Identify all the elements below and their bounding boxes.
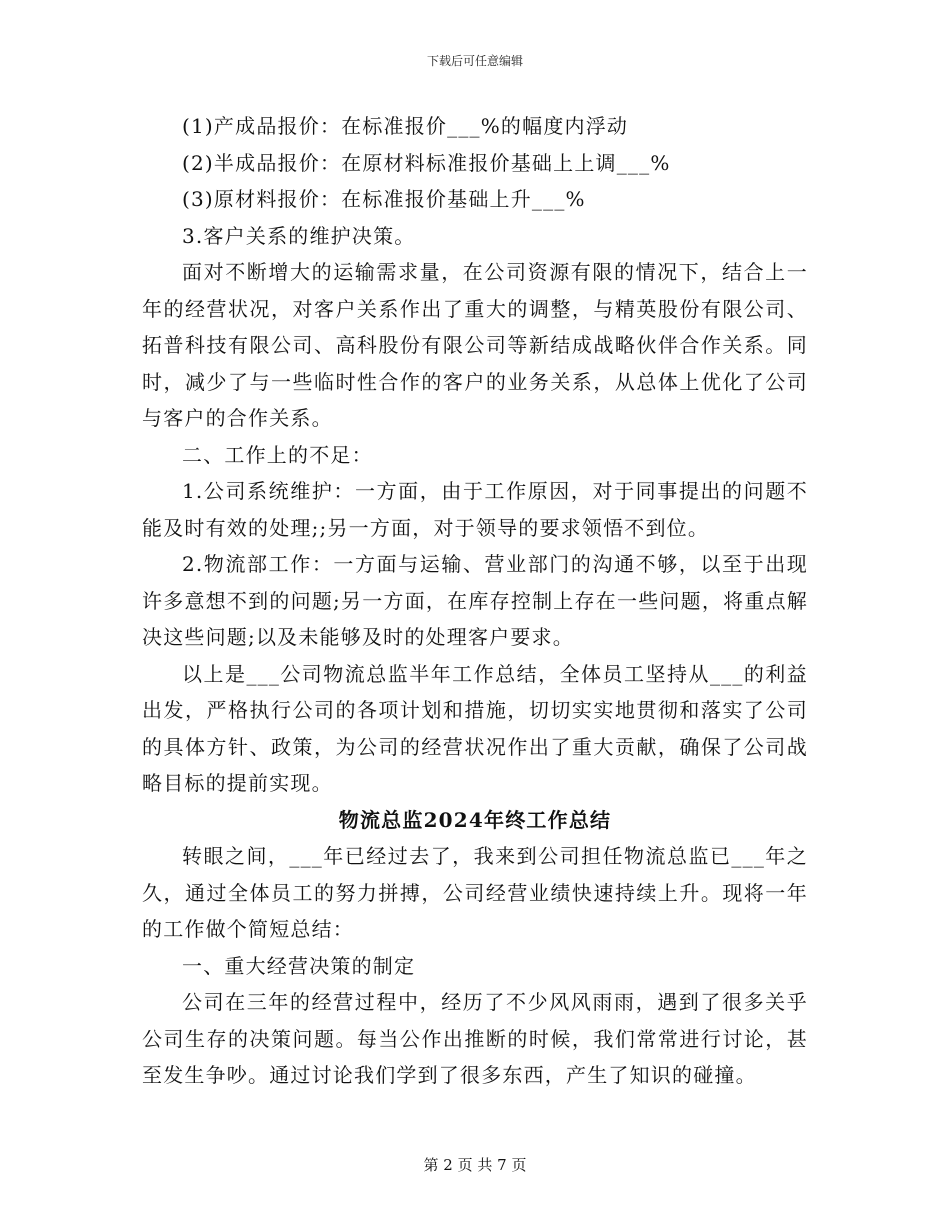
page-number: 第 2 页 共 7 页: [423, 1156, 527, 1174]
paragraph: 转眼之间，___年已经过去了，我来到公司担任物流总监已___年之久，通过全体员工的努力拼搏，公司经营业绩快速持续上升。现将一年的工作做个简短总结：: [142, 844, 808, 941]
download-note: 下载后可任意编辑: [426, 54, 523, 68]
paragraph: 一、重大经营决策的制定: [182, 953, 416, 978]
document-body: [142, 108, 808, 1094]
paragraph: 二、工作上的不足：: [182, 442, 373, 467]
paragraph: 3.客户关系的维护决策。: [182, 223, 416, 248]
paragraph: 以上是___公司物流总监半年工作总结，全体员工坚持从___的利益出发，严格执行公司的各项计划和措施，切切实实地贯彻和落实了公司的具体方针、政策，为公司的经营状况作出了重大贡献，确保了公司战略目标的提前实现。: [142, 661, 808, 795]
paragraph: 1.公司系统维护：一方面，由于工作原因，对于同事提出的问题不能及时有效的处理;;另一方面，对于领导的要求领悟不到位。: [142, 479, 808, 540]
section-title: 物流总监2024年终工作总结: [338, 807, 612, 832]
paragraph: 公司在三年的经营过程中，经历了不少风风雨雨，遇到了很多关乎公司生存的决策问题。每当公作出推断的时候，我们常常进行讨论，甚至发生争吵。通过讨论我们学到了很多东西，产生了知识的碰撞。: [142, 990, 808, 1087]
paragraph: (1)产成品报价：在标准报价___%的幅度内浮动: [182, 114, 629, 138]
paragraph: (2)半成品报价：在原材料标准报价基础上上调___%: [182, 150, 671, 175]
paragraph: (3)原材料报价：在标准报价基础上升___%: [182, 187, 586, 211]
paragraph: 2.物流部工作：一方面与运输、营业部门的沟通不够，以至于出现许多意想不到的问题;另一方面，在库存控制上存在一些问题，将重点解决这些问题;以及未能够及时的处理客户要求。: [142, 552, 808, 649]
paragraph: 面对不断增大的运输需求量，在公司资源有限的情况下，结合上一年的经营状况，对客户关系作出了重大的调整，与精英股份有限公司、拓普科技有限公司、高科股份有限公司等新结成战略伙伴合作关系。同时，减少了与一些临时性合作的客户的业务关系，从总体上优化了公司与客户的合作关系。: [142, 260, 808, 430]
